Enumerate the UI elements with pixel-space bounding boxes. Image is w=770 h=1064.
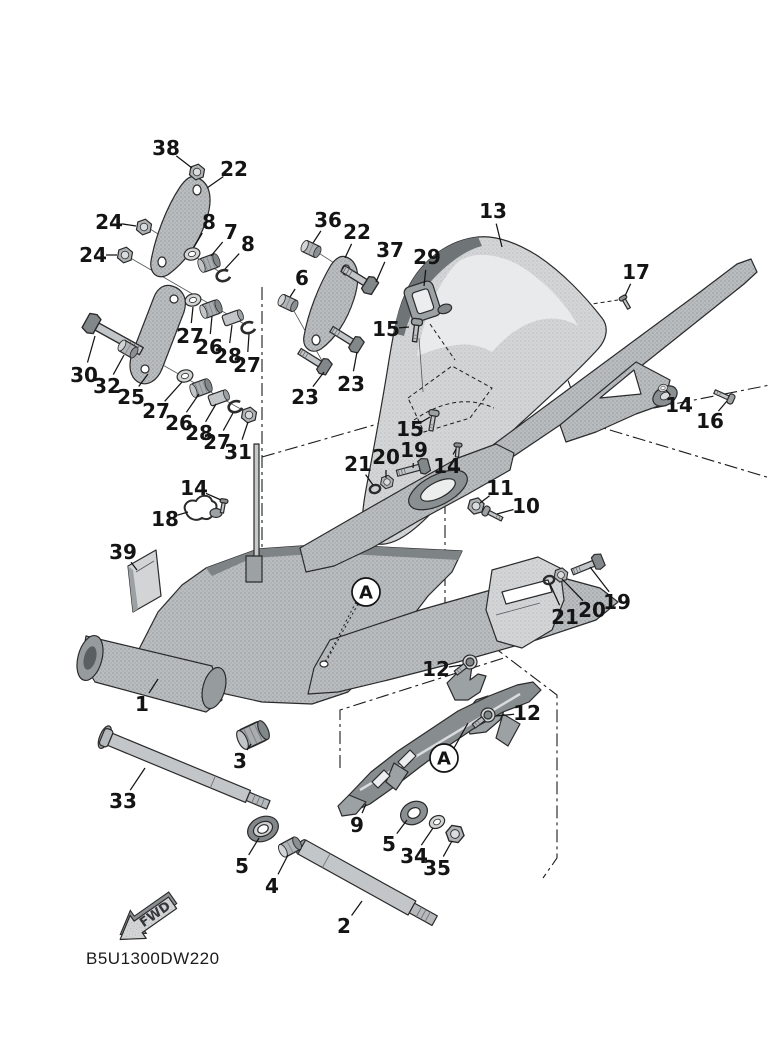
leader-line xyxy=(352,901,362,916)
leader-line xyxy=(278,855,288,874)
part-label-4-54: 4 xyxy=(265,874,279,898)
leader-line xyxy=(211,242,223,256)
leader-line xyxy=(313,231,321,243)
part-label-14-29: 14 xyxy=(665,393,693,417)
part-label-31-26: 31 xyxy=(224,440,252,464)
fwd-label: FWD xyxy=(137,898,174,931)
leader-line xyxy=(443,841,452,857)
part-label-13-11: 13 xyxy=(479,199,507,223)
part-label-21-33: 21 xyxy=(344,452,372,476)
leader-line xyxy=(191,307,193,323)
leader-line xyxy=(290,289,295,297)
view-marker-label: A xyxy=(437,748,451,770)
leader-line xyxy=(345,244,352,258)
part-label-27-18: 27 xyxy=(233,353,261,377)
part-label-37-9: 37 xyxy=(376,238,404,262)
part-label-27-25: 27 xyxy=(203,430,231,454)
part-label-1-46: 1 xyxy=(135,692,149,716)
part-label-11-36: 11 xyxy=(486,476,514,500)
bushing-glyph-26a xyxy=(198,299,223,320)
part-label-22-1: 22 xyxy=(220,157,248,181)
part-label-20-42: 20 xyxy=(578,598,606,622)
part-label-25-21: 25 xyxy=(117,385,145,409)
part-label-36-7: 36 xyxy=(314,208,342,232)
view-marker-label: A xyxy=(359,582,373,604)
part-label-20-34: 20 xyxy=(372,445,400,469)
part-label-23-28: 23 xyxy=(337,372,365,396)
leader-line xyxy=(421,828,433,845)
part-label-30-19: 30 xyxy=(70,363,98,387)
part-label-23-27: 23 xyxy=(291,385,319,409)
part-label-7-5: 7 xyxy=(224,220,238,244)
part-label-32-20: 32 xyxy=(93,374,121,398)
part-label-3-47: 3 xyxy=(233,749,247,773)
leader-line xyxy=(376,262,385,282)
leader-line xyxy=(223,413,233,431)
sleeve-glyph-28a xyxy=(222,309,245,326)
part-label-39-40: 39 xyxy=(109,540,137,564)
diagram-code: B5U1300DW220 xyxy=(86,949,220,968)
part-label-27-22: 27 xyxy=(142,399,170,423)
part-label-14-38: 14 xyxy=(180,476,208,500)
part-label-6-13: 6 xyxy=(295,266,309,290)
collar-glyph-36 xyxy=(299,239,322,258)
part-label-8-4: 8 xyxy=(202,210,216,234)
bearing-5-left xyxy=(243,811,282,846)
part-label-26-16: 26 xyxy=(195,335,223,359)
part-label-29-10: 29 xyxy=(413,245,441,269)
part-label-22-8: 22 xyxy=(343,220,371,244)
part-label-24-2: 24 xyxy=(95,210,123,234)
part-label-38-0: 38 xyxy=(152,136,180,160)
leader-line xyxy=(497,510,514,515)
leader-line xyxy=(206,404,216,422)
part-label-26-23: 26 xyxy=(165,411,193,435)
leader-line xyxy=(88,336,96,363)
leader-line xyxy=(397,820,407,834)
bolt-glyph-19b xyxy=(569,552,606,579)
part-label-19-35: 19 xyxy=(400,438,428,462)
leader-line xyxy=(130,768,145,790)
part-label-16-30: 16 xyxy=(696,409,724,433)
part-label-5-50: 5 xyxy=(382,832,396,856)
part-label-15-14: 15 xyxy=(372,317,400,341)
leader-line xyxy=(210,316,212,334)
leader-line xyxy=(625,284,631,296)
leader-line xyxy=(186,394,199,412)
collar-glyph-6 xyxy=(276,293,299,312)
part-label-24-3: 24 xyxy=(79,243,107,267)
part-label-5-53: 5 xyxy=(235,854,249,878)
nut-glyph-24b xyxy=(115,246,135,264)
bolt-glyph-16 xyxy=(713,387,736,405)
fwd-arrow xyxy=(110,886,183,951)
part-label-10-37: 10 xyxy=(512,494,540,518)
part-label-27-15: 27 xyxy=(176,324,204,348)
part-label-14-32: 14 xyxy=(433,454,461,478)
leader-line xyxy=(225,254,239,269)
part-label-18-39: 18 xyxy=(151,507,179,531)
part-label-33-48: 33 xyxy=(109,789,137,813)
cring-glyph-27d xyxy=(227,400,242,414)
chain-slider-9 xyxy=(338,666,541,816)
bushing-glyph-3 xyxy=(234,719,271,751)
part-label-34-51: 34 xyxy=(400,844,428,868)
nut-glyph-24a xyxy=(134,218,154,236)
leader-line xyxy=(242,422,248,440)
part-label-35-52: 35 xyxy=(423,856,451,880)
washer-glyph-27a xyxy=(184,292,203,308)
part-label-17-12: 17 xyxy=(622,260,650,284)
leader-line xyxy=(353,352,357,371)
part-label-12-45: 12 xyxy=(513,701,541,725)
screw-glyph-17 xyxy=(619,294,633,310)
leader-line xyxy=(113,355,124,375)
part-label-2-55: 2 xyxy=(337,914,351,938)
part-label-28-17: 28 xyxy=(214,344,242,368)
leader-line xyxy=(248,334,249,352)
leader-line xyxy=(230,325,232,343)
part-label-19-43: 19 xyxy=(603,590,631,614)
part-label-15-31: 15 xyxy=(396,417,424,441)
part-label-9-49: 9 xyxy=(350,813,364,837)
part-label-28-24: 28 xyxy=(185,421,213,445)
washer-glyph-34 xyxy=(427,813,447,831)
leader-line xyxy=(122,224,136,226)
bushing-glyph-7 xyxy=(196,253,221,274)
washer-5-right xyxy=(396,797,431,830)
bolt-glyph-10 xyxy=(481,505,504,523)
part-label-12-44: 12 xyxy=(422,657,450,681)
part-label-8-6: 8 xyxy=(241,232,255,256)
part-label-21-41: 21 xyxy=(551,605,579,629)
nut-glyph-35 xyxy=(445,825,466,844)
